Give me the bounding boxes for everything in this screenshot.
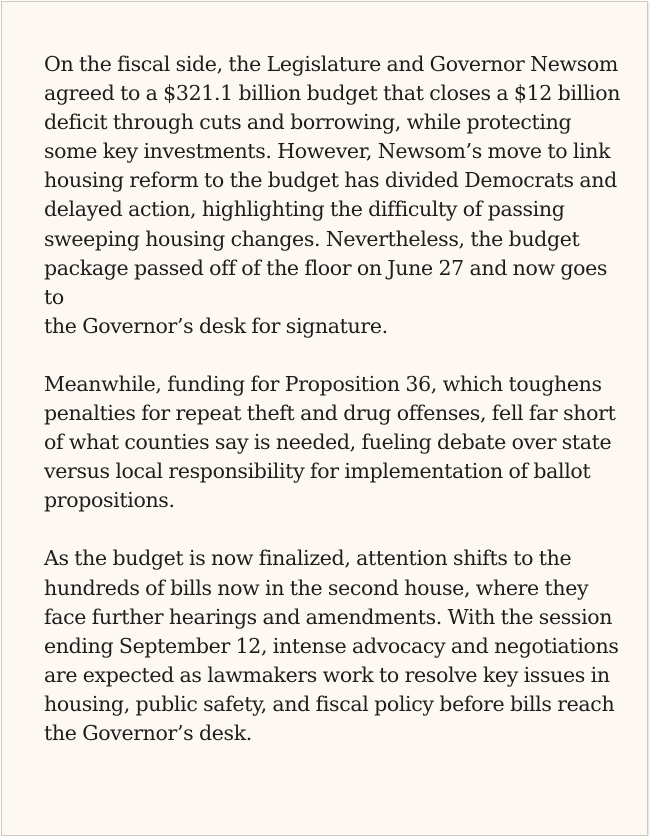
paragraph-fiscal-budget: On the fiscal side, the Legislature and Governor Newsom agreed to a $321.1 billion budget that closes a $12 billion deficit through cuts and borrowing, while protecting some key investments. However, Newsom’s move to link housing reform to the budget has divided Democrats and delayed action, highlighting the difficulty of passing sweeping housing changes. Nevertheless, the budget package passed off of the floor on June 27 and now goes to the Governor’s desk for signature. (44, 52, 621, 338)
document-page (1, 1, 648, 836)
document-body (44, 50, 622, 777)
paragraph-proposition-36: Meanwhile, funding for Proposition 36, which toughens penalties for repeat theft and drug offenses, fell far short of what counties say is needed, fueling debate over state versus local responsibility for implementation of ballot propositions. (44, 371, 616, 513)
paragraph-session-outlook: As the budget is now finalized, attention shifts to the hundreds of bills now in the second house, where they face further hearings and amendments. With the session ending September 12, intense advocacy and negotiations are expected as lawmakers work to resolve key issues in housing, public safety, and fiscal policy before bills reach the Governor’s desk. (44, 546, 619, 745)
